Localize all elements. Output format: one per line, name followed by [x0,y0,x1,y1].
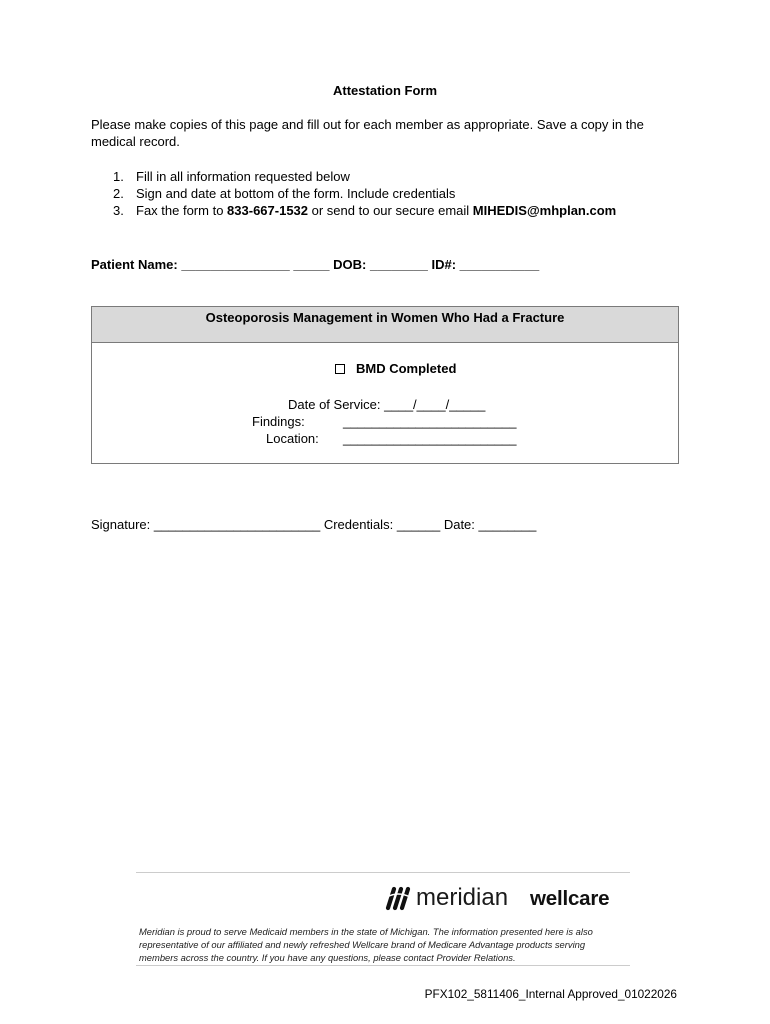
disclaimer-line: Meridian is proud to serve Medicaid members in the state of Michigan. The information presented here is also [139,926,593,937]
patient-info-line [91,256,539,273]
intro-line: medical record. [91,134,180,149]
id-label: ID#: [431,257,457,272]
list-item-text [136,202,616,219]
fax-instruction-text: Fax the form to [136,203,224,218]
list-item [0,202,770,219]
id-field[interactable]: ___________ [459,257,540,272]
credentials-label: Credentials: [323,517,394,532]
meridian-logo-text: meridian [416,884,509,911]
signature-field[interactable]: _______________________ [153,517,321,532]
dob-field[interactable]: ________ [370,257,428,272]
fax-number: 833-667-1532 [227,203,309,218]
disclaimer-line: representative of our affiliated and newly refreshed Wellcare brand of Medicare Advantage products serving [139,939,586,950]
date-of-service-field[interactable]: ____/____/_____ [384,397,486,412]
signature-date-label: Date: [443,517,475,532]
list-item [0,185,770,202]
list-item-number: 3. [113,203,124,218]
credentials-field[interactable]: ______ [396,517,441,532]
disclaimer-line: members across the country. If you have any questions, please contact Provider Relations. [139,952,516,963]
date-of-service-row [288,396,485,413]
location-label: Location: [266,431,319,446]
list-item-number: 1. [113,169,124,184]
email-instruction-text: or send to our secure email [311,203,470,218]
intro-line: Please make copies of this page and fill out for each member as appropriate. Save a copy in the [91,117,644,132]
location-field[interactable]: ________________________ [343,431,517,446]
signature-date-field[interactable]: ________ [478,517,537,532]
form-title: Attestation Form [333,83,437,98]
document-code: PFX102_5811406_Internal Approved_01022026 [424,987,677,1001]
list-item-number: 2. [113,186,124,201]
bmd-completed-checkbox[interactable] [335,364,345,374]
bmd-completed-label: BMD Completed [356,361,457,376]
patient-name-label: Patient Name: [91,257,178,272]
footer-divider-top [136,872,630,873]
list-item-text: Fill in all information requested below [136,169,350,184]
secure-email-address: MIHEDIS@mhplan.com [472,203,617,218]
signature-line [91,516,536,533]
wellcare-logo-text: wellcare [530,887,610,910]
findings-field[interactable]: ________________________ [343,414,517,429]
findings-label: Findings: [252,414,305,429]
meridian-logo-icon [384,885,412,911]
measure-title: Osteoporosis Management in Women Who Had a Fracture [205,310,565,325]
measure-box-header [92,307,678,343]
osteoporosis-measure-box [91,306,679,464]
list-item-text: Sign and date at bottom of the form. Include credentials [136,186,456,201]
dob-label: DOB: [333,257,367,272]
footer-divider-bottom [136,965,630,966]
footer-disclaimer [139,925,593,964]
date-of-service-label: Date of Service: [288,397,381,412]
list-item [0,168,770,185]
patient-name-field[interactable]: _______________ _____ [181,257,330,272]
signature-label: Signature: [91,517,151,532]
